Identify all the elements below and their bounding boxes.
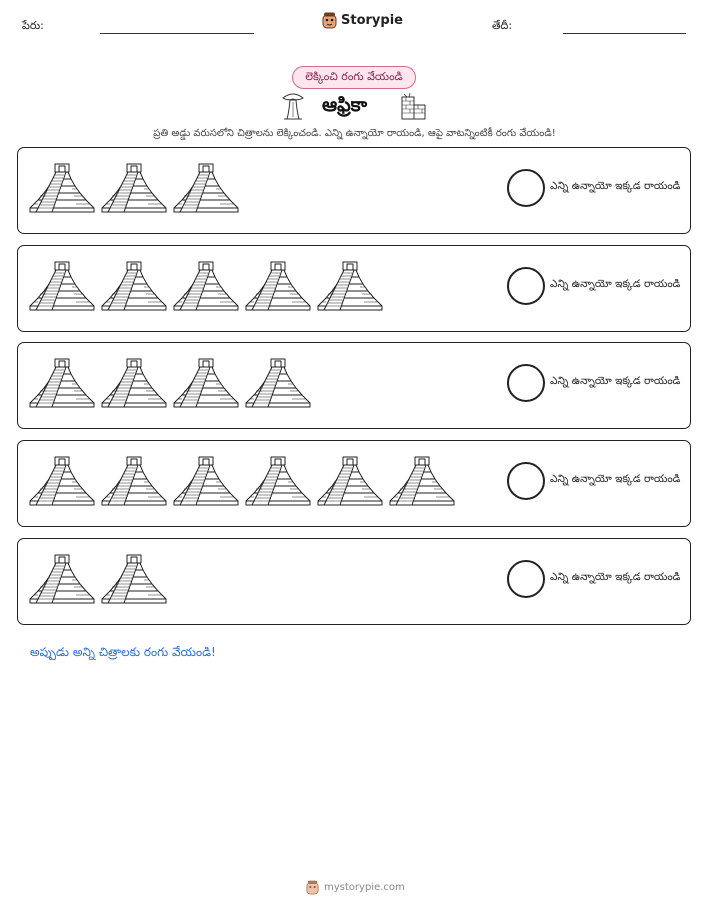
pyramid-picture[interactable] <box>100 451 168 507</box>
answer-circle[interactable] <box>507 267 545 305</box>
pyramid-picture[interactable] <box>28 353 96 409</box>
counting-row-1 <box>17 147 691 234</box>
date-line[interactable] <box>563 33 686 34</box>
pyramid-picture[interactable] <box>100 549 168 605</box>
pyramid-picture[interactable] <box>28 549 96 605</box>
pyramid-picture[interactable] <box>100 256 168 312</box>
closing-instruction: అప్పుడు అన్ని చిత్రాలకు రంగు వేయండి! <box>30 645 216 659</box>
pyramid-picture[interactable] <box>388 451 456 507</box>
instructions: ప్రతి అడ్డు వరుసలోని చిత్రాలను లెక్కించండి. ఎన్ని ఉన్నాయో రాయండి, ఆపై వాటన్నింటికీ రంగు వేయండి! <box>153 128 556 139</box>
answer-label: ఎన్ని ఉన్నాయో ఇక్కడ రాయండి <box>550 278 681 290</box>
pyramid-picture[interactable] <box>244 451 312 507</box>
pyramid-picture[interactable] <box>28 158 96 214</box>
storypie-mascot-icon <box>322 12 337 29</box>
pyramid-picture[interactable] <box>28 256 96 312</box>
answer-label: ఎన్ని ఉన్నాయో ఇక్కడ రాయండి <box>550 571 681 583</box>
brand-logo <box>322 12 403 29</box>
pyramid-picture[interactable] <box>172 353 240 409</box>
counting-row-5 <box>17 538 691 625</box>
answer-label: ఎన్ని ఉన్నాయో ఇక్కడ రాయండి <box>550 180 681 192</box>
answer-label: ఎన్ని ఉన్నాయో ఇక్కడ రాయండి <box>550 375 681 387</box>
pyramid-picture[interactable] <box>316 256 384 312</box>
pyramid-group <box>28 256 384 312</box>
pyramid-group <box>28 451 456 507</box>
count-and-color-badge: లెక్కించి రంగు వేయండి <box>292 66 416 89</box>
site-footer <box>306 880 405 895</box>
answer-circle[interactable] <box>507 560 545 598</box>
pyramid-group <box>28 158 240 214</box>
pyramid-picture[interactable] <box>244 256 312 312</box>
pyramid-picture[interactable] <box>316 451 384 507</box>
pyramid-picture[interactable] <box>172 256 240 312</box>
counting-row-3 <box>17 342 691 429</box>
answer-circle[interactable] <box>507 462 545 500</box>
answer-circle[interactable] <box>507 364 545 402</box>
name-label: పేరు: <box>22 19 44 32</box>
brand-name: Storypie <box>341 13 403 28</box>
answer-circle[interactable] <box>507 169 545 207</box>
counting-row-4 <box>17 440 691 527</box>
pyramid-picture[interactable] <box>28 451 96 507</box>
pyramid-picture[interactable] <box>100 353 168 409</box>
page-title: ఆఫ్రికా <box>322 94 368 116</box>
ruins-icon <box>398 91 428 121</box>
pyramid-picture[interactable] <box>172 158 240 214</box>
pyramid-group <box>28 549 168 605</box>
answer-label: ఎన్ని ఉన్నాయో ఇక్కడ రాయండి <box>550 473 681 485</box>
pyramid-group <box>28 353 312 409</box>
pyramid-picture[interactable] <box>100 158 168 214</box>
title-block <box>280 88 430 122</box>
site-url[interactable]: mystorypie.com <box>324 882 405 893</box>
pyramid-picture[interactable] <box>244 353 312 409</box>
storypie-mascot-icon <box>306 880 319 895</box>
baobab-tree-icon <box>280 90 306 120</box>
pyramid-picture[interactable] <box>172 451 240 507</box>
name-line[interactable] <box>100 33 254 34</box>
counting-row-2 <box>17 245 691 332</box>
date-label: తేదీ: <box>492 19 513 32</box>
